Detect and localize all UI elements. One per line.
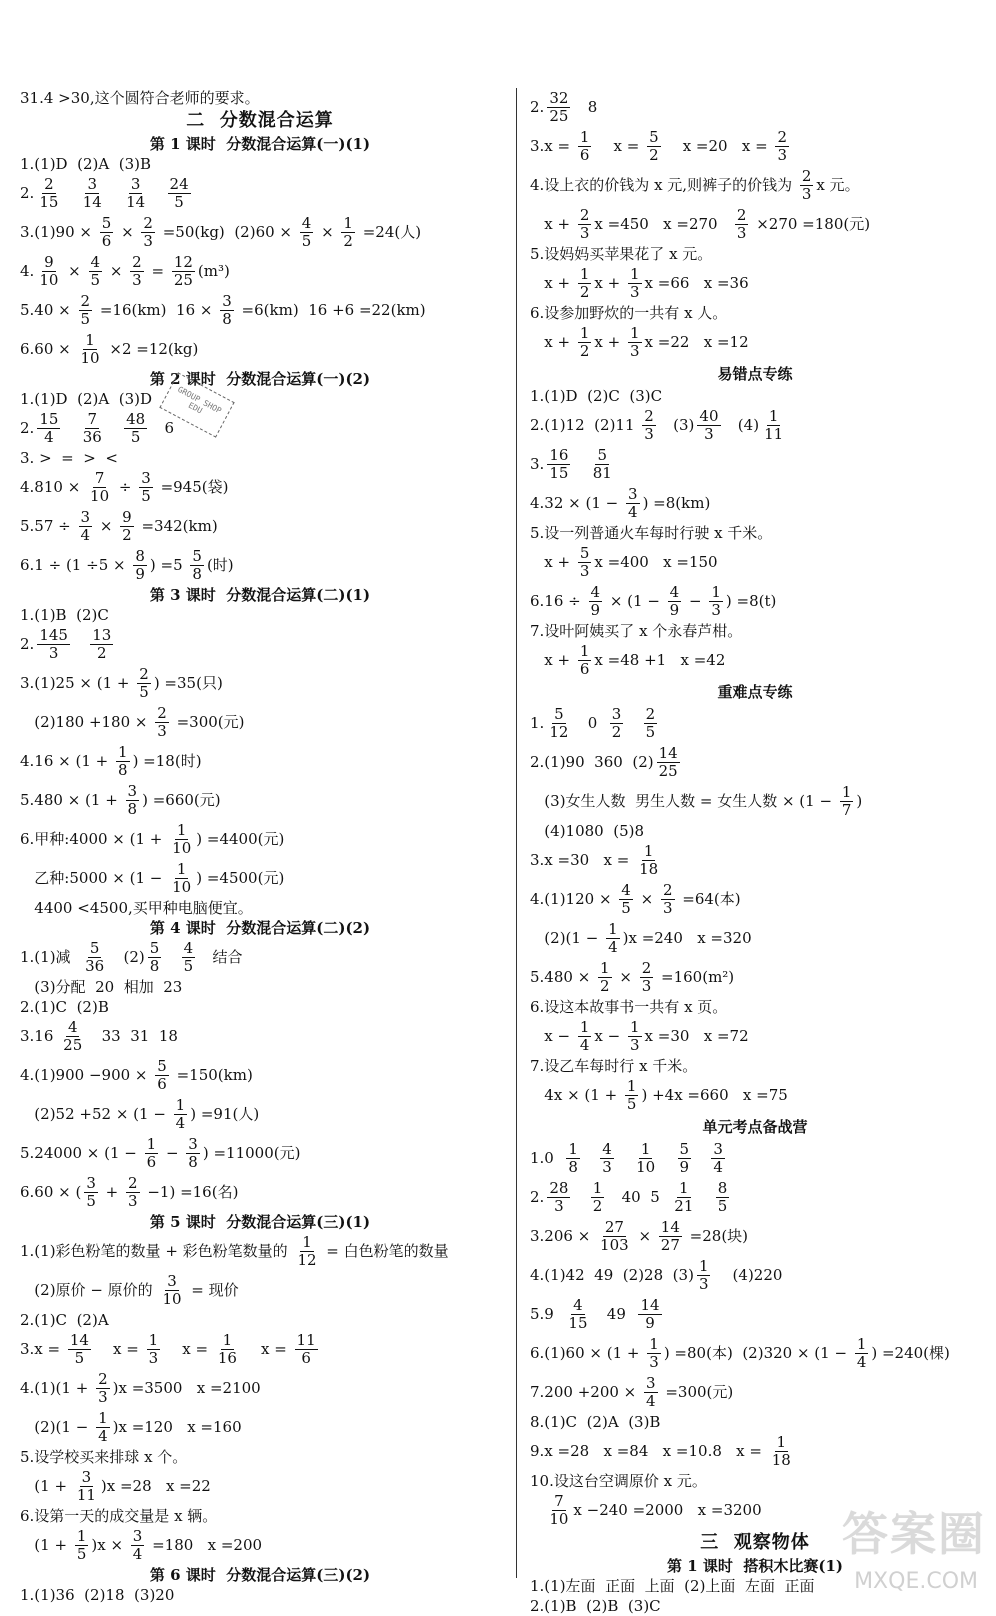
answer-line: 1.(1)B (2)C — [20, 605, 109, 624]
fraction: $\frac{3}{10}$ — [162, 1272, 182, 1308]
answer-line: 2. $\frac{32}{25}$ 8 — [530, 89, 598, 125]
fraction: $\frac{1}{6}$ — [146, 1135, 157, 1171]
fraction: $\frac{13}{2}$ — [92, 626, 112, 662]
answer-line: (3)女生人数 男生人数 = 女生人数 × (1 − $\frac{1}{7}$ ) — [530, 783, 863, 819]
answer-line: (2)180 +180 × $\frac{2}{3}$ =300(元) — [20, 704, 245, 740]
fraction: $\frac{4}{3}$ — [602, 1140, 612, 1176]
fraction: $\frac{2}{3}$ — [641, 959, 652, 995]
answer-line: (2)(1 − $\frac{1}{4}$ )x =240 x =320 — [530, 920, 752, 956]
fraction: $\frac{2}{3}$ — [801, 167, 812, 203]
answer-line: (3)分配 20 相加 23 — [20, 977, 183, 996]
lesson-heading: 第 3 课时 分数混合运算(二)(1) — [149, 585, 371, 604]
fraction: $\frac{14}{25}$ — [658, 744, 678, 780]
answer-line: 4.设上衣的价钱为 x 元,则裤子的价钱为 $\frac{2}{3}$ x 元。 — [530, 167, 860, 203]
answer-line: 4.32 × (1 − $\frac{3}{4}$ ) =8(km) — [530, 485, 711, 521]
fraction: $\frac{7}{36}$ — [82, 410, 102, 446]
answer-line: x + $\frac{1}{6}$ x =48 +1 x =42 — [530, 642, 726, 678]
answer-line: 2.(1)90 360 (2) $\frac{14}{25}$ — [530, 744, 678, 780]
fraction: $\frac{5}{81}$ — [592, 446, 612, 482]
fraction: $\frac{14}{27}$ — [660, 1218, 680, 1254]
answer-line: (2)原价 − 原价的 $\frac{3}{10}$ = 现价 — [20, 1272, 239, 1308]
fraction: $\frac{2}{3}$ — [662, 881, 673, 917]
fraction: $\frac{2}{5}$ — [645, 705, 656, 741]
fraction: $\frac{16}{15}$ — [549, 446, 569, 482]
fraction: $\frac{1}{6}$ — [579, 128, 590, 164]
fraction: $\frac{1}{8}$ — [118, 743, 128, 779]
fraction: $\frac{3}{4}$ — [132, 1527, 143, 1563]
answer-line: 2.(1)C (2)A — [20, 1310, 109, 1329]
answer-line: 5.9 $\frac{4}{15}$ 49 $\frac{14}{9}$ — [530, 1296, 660, 1332]
fraction: $\frac{1}{18}$ — [639, 842, 659, 878]
answer-line: x + $\frac{1}{2}$ x + $\frac{1}{3}$ x =66 x =36 — [530, 265, 749, 301]
answer-line: 3.16 $\frac{4}{25}$ 33 31 18 — [20, 1018, 178, 1054]
fraction: $\frac{1}{4}$ — [98, 1409, 108, 1445]
fraction: $\frac{3}{4}$ — [628, 485, 638, 521]
answer-line: 乙种:5000 × (1 − $\frac{1}{10}$ ) =4500(元) — [20, 860, 285, 896]
answer-line: 5.57 ÷ $\frac{3}{4}$ × $\frac{9}{2}$ =342(km) — [20, 508, 218, 544]
fraction: $\frac{14}{9}$ — [640, 1296, 660, 1332]
answer-line: 5.设学校买来排球 x 个。 — [20, 1447, 188, 1466]
fraction: $\frac{1}{2}$ — [579, 265, 590, 301]
fraction: $\frac{1}{4}$ — [608, 920, 618, 956]
fraction: $\frac{7}{10}$ — [549, 1492, 569, 1528]
fraction: $\frac{5}{2}$ — [649, 128, 659, 164]
fraction: $\frac{1}{10}$ — [172, 860, 192, 896]
answer-line: 4.16 × (1 + $\frac{1}{8}$ ) =18(时) — [20, 743, 202, 779]
answer-line: 6.1 ÷ (1 ÷5 × $\frac{8}{9}$ ) =5 $\frac{5}{8}$ (时) — [20, 547, 234, 583]
answer-line: 2.(1)12 (2)11 $\frac{2}{3}$ (3) $\frac{40}{3}$ (4) $\frac{1}{11}$ — [530, 407, 784, 443]
fraction: $\frac{1}{10}$ — [80, 331, 100, 367]
fraction: $\frac{5}{9}$ — [679, 1140, 690, 1176]
answer-line: 2.(1)C (2)B — [20, 997, 109, 1016]
fraction: $\frac{9}{2}$ — [122, 508, 132, 544]
answer-line: 1.(1)D (2)A (3)B — [20, 154, 152, 173]
lesson-heading: 第 1 课时 搭积木比赛(1) — [667, 1556, 843, 1575]
fraction: $\frac{4}{25}$ — [63, 1018, 83, 1054]
fraction: $\frac{1}{10}$ — [636, 1140, 656, 1176]
answer-line: $\frac{7}{10}$ x −240 =2000 x =3200 — [549, 1492, 762, 1528]
answer-line: 4400 <4500,买甲种电脑便宜。 — [20, 898, 253, 917]
answer-line: x + $\frac{5}{3}$ x =400 x =150 — [530, 544, 718, 580]
answer-line: 4.(1)120 × $\frac{4}{5}$ × $\frac{2}{3}$ =64(本) — [530, 881, 741, 917]
section-heading: 重难点专练 — [717, 682, 793, 701]
fraction: $\frac{2}{3}$ — [157, 704, 167, 740]
answer-line: 6.(1)60 × (1 + $\frac{1}{3}$ ) =80(本) (2)320 × (1 − $\frac{1}{4}$ ) =240(棵) — [530, 1335, 950, 1371]
answer-line: 7.200 +200 × $\frac{3}{4}$ =300(元) — [530, 1374, 734, 1410]
answer-line: 5.设一列普通火车每时行驶 x 千米。 — [530, 523, 773, 542]
fraction: $\frac{5}{6}$ — [157, 1057, 167, 1093]
fraction: $\frac{3}{4}$ — [80, 508, 91, 544]
fraction: $\frac{1}{7}$ — [841, 783, 852, 819]
fraction: $\frac{24}{5}$ — [169, 175, 189, 211]
answer-line: 1.(1)D (2)C (3)C — [530, 386, 663, 405]
answer-line: 3.x = $\frac{14}{5}$ x = $\frac{1}{3}$ x = $\frac{1}{16}$ x = $\frac{11}{6}$ — [20, 1331, 316, 1367]
fraction: $\frac{14}{5}$ — [69, 1331, 89, 1367]
answer-line: 6.60 × ( $\frac{3}{5}$ + $\frac{2}{3}$ −1) =16(名) — [20, 1174, 239, 1210]
fraction: $\frac{2}{5}$ — [80, 292, 91, 328]
fraction: $\frac{5}{8}$ — [149, 939, 160, 975]
answer-line: 3.(1)25 × (1 + $\frac{2}{5}$ ) =35(只) — [20, 665, 223, 701]
answer-line: 4.(1)900 −900 × $\frac{5}{6}$ =150(km) — [20, 1057, 253, 1093]
fraction: $\frac{1}{3}$ — [148, 1331, 159, 1367]
answer-line: 8.(1)C (2)A (3)B — [530, 1412, 661, 1431]
fraction: $\frac{3}{14}$ — [82, 175, 102, 211]
lesson-heading: 第 5 课时 分数混合运算(三)(1) — [149, 1212, 371, 1231]
fraction: $\frac{11}{6}$ — [296, 1331, 316, 1367]
answer-line: 3.(1)90 × $\frac{5}{6}$ × $\frac{2}{3}$ =50(kg) (2)60 × $\frac{4}{5}$ × $\frac{1}{2}$ =24(人) — [20, 214, 422, 250]
lesson-heading: 第 6 课时 分数混合运算(三)(2) — [149, 1565, 371, 1584]
fraction: $\frac{2}{3}$ — [579, 206, 590, 242]
answer-line: x − $\frac{1}{4}$ x − $\frac{1}{3}$ x =30 x =72 — [530, 1018, 749, 1054]
fraction: $\frac{1}{3}$ — [698, 1257, 709, 1293]
answer-line: x + $\frac{1}{2}$ x + $\frac{1}{3}$ x =22 x =12 — [530, 324, 749, 360]
fraction: $\frac{4}{15}$ — [568, 1296, 588, 1332]
answer-line: 2.(1)B (2)B (3)C — [530, 1596, 661, 1615]
lesson-heading: 第 2 课时 分数混合运算(一)(2) — [149, 369, 371, 388]
answer-line: 4. $\frac{9}{10}$ × $\frac{4}{5}$ × $\frac{2}{3}$ = $\frac{12}{25}$ (m³) — [20, 253, 230, 289]
fraction: $\frac{5}{6}$ — [101, 214, 112, 250]
fraction: $\frac{4}{5}$ — [621, 881, 631, 917]
left-column — [20, 88, 500, 1605]
answer-line: 2. $\frac{2}{15}$ $\frac{3}{14}$ $\frac{3}{14}$ $\frac{24}{5}$ — [20, 175, 189, 211]
answer-line: 31.4 >30,这个圆符合老师的要求。 — [20, 88, 260, 107]
watermark-site: MXQE.COM — [854, 1569, 978, 1594]
answer-line: 2. $\frac{15}{4}$ $\frac{7}{36}$ $\frac{48}{5}$ 6 — [20, 410, 175, 446]
answer-line: 1.0 $\frac{1}{8}$ $\frac{4}{3}$ $\frac{1}{10}$ $\frac{5}{9}$ $\frac{3}{4}$ — [530, 1140, 723, 1176]
fraction: $\frac{15}{4}$ — [39, 410, 59, 446]
fraction: $\frac{1}{3}$ — [630, 1018, 640, 1054]
answer-line: 3.x =30 x = $\frac{1}{18}$ — [530, 842, 659, 878]
answer-line: (2)52 +52 × (1 − $\frac{1}{4}$ ) =91(人) — [20, 1096, 260, 1132]
answer-line: 4x × (1 + $\frac{1}{5}$ ) +4x =660 x =75 — [530, 1077, 788, 1113]
fraction: $\frac{2}{3}$ — [132, 253, 142, 289]
unit-heading: 二 分数混合运算 — [186, 110, 334, 131]
fraction: $\frac{9}{10}$ — [39, 253, 59, 289]
fraction: $\frac{3}{11}$ — [76, 1468, 96, 1504]
answer-line: 10.设这台空调原价 x 元。 — [530, 1471, 707, 1490]
fraction: $\frac{1}{3}$ — [649, 1335, 659, 1371]
fraction: $\frac{2}{5}$ — [139, 665, 149, 701]
answer-line: (2)(1 − $\frac{1}{4}$ )x =120 x =160 — [20, 1409, 242, 1445]
fraction: $\frac{145}{3}$ — [39, 626, 68, 662]
fraction: $\frac{40}{3}$ — [699, 407, 719, 443]
fraction: $\frac{4}{5}$ — [301, 214, 312, 250]
answer-line: 6.设第一天的成交量是 x 辆。 — [20, 1506, 218, 1525]
answer-line: 5.480 × (1 + $\frac{3}{8}$ ) =660(元) — [20, 782, 221, 818]
fraction: $\frac{3}{8}$ — [127, 782, 138, 818]
answer-line: 3.206 × $\frac{27}{103}$ × $\frac{14}{27}$ =28(块) — [530, 1218, 749, 1254]
fraction: $\frac{27}{103}$ — [600, 1218, 629, 1254]
fraction: $\frac{3}{5}$ — [141, 469, 151, 505]
answer-line: 7.设乙车每时行 x 千米。 — [530, 1056, 698, 1075]
fraction: $\frac{1}{8}$ — [568, 1140, 578, 1176]
answer-line: 5.40 × $\frac{2}{5}$ =16(km) 16 × $\frac{3}{8}$ =6(km) 16 +6 =22(km) — [20, 292, 426, 328]
fraction: $\frac{8}{5}$ — [717, 1179, 728, 1215]
answer-line: 6.甲种:4000 × (1 + $\frac{1}{10}$ ) =4400(元) — [20, 821, 285, 857]
fraction: $\frac{1}{4}$ — [579, 1018, 590, 1054]
fraction: $\frac{4}{5}$ — [183, 939, 194, 975]
fraction: $\frac{1}{11}$ — [764, 407, 784, 443]
answer-line: 1. $\frac{5}{12}$ 0 $\frac{3}{2}$ $\frac{2}{5}$ — [530, 705, 656, 741]
fraction: $\frac{32}{25}$ — [549, 89, 569, 125]
answer-line: 5.24000 × (1 − $\frac{1}{6}$ − $\frac{3}{8}$ ) =11000(元) — [20, 1135, 301, 1171]
right-column — [530, 88, 980, 1616]
answer-line: 4.810 × $\frac{7}{10}$ ÷ $\frac{3}{5}$ =945(袋) — [20, 469, 229, 505]
fraction: $\frac{3}{4}$ — [713, 1140, 723, 1176]
answer-line: 3. > = > < — [20, 448, 118, 467]
fraction: $\frac{2}{3}$ — [644, 407, 654, 443]
fraction: $\frac{28}{3}$ — [549, 1179, 569, 1215]
lesson-heading: 第 4 课时 分数混合运算(二)(2) — [149, 918, 371, 937]
fraction: $\frac{3}{8}$ — [188, 1135, 198, 1171]
answer-line: 1.(1)36 (2)18 (3)20 — [20, 1585, 175, 1604]
answer-line: x + $\frac{2}{3}$ x =450 x =270 $\frac{2}{3}$ ×270 =180(元) — [530, 206, 871, 242]
fraction: $\frac{2}{3}$ — [143, 214, 153, 250]
answer-line: (1 + $\frac{1}{5}$ )x × $\frac{3}{4}$ =180 x =200 — [20, 1527, 263, 1563]
answer-line: 1.(1)左面 正面 上面 (2)上面 左面 正面 — [530, 1576, 815, 1595]
fraction: $\frac{2}{3}$ — [777, 128, 787, 164]
fraction: $\frac{1}{16}$ — [217, 1331, 237, 1367]
fraction: $\frac{1}{2}$ — [592, 1179, 603, 1215]
fraction: $\frac{1}{2}$ — [579, 324, 590, 360]
fraction: $\frac{4}{5}$ — [90, 253, 101, 289]
fraction: $\frac{8}{9}$ — [135, 547, 145, 583]
answer-line: 2. $\frac{28}{3}$ $\frac{1}{2}$ 40 5 $\frac{1}{21}$ $\frac{8}{5}$ — [530, 1179, 728, 1215]
answer-line: 6.设这本故事书一共有 x 页。 — [530, 997, 728, 1016]
fraction: $\frac{1}{6}$ — [579, 642, 590, 678]
answer-line: 1.(1)减 $\frac{5}{36}$ (2) $\frac{5}{8}$ $\frac{4}{5}$ 结合 — [20, 939, 243, 975]
faded-stamp: GROUP SHOP EDU — [159, 372, 234, 437]
section-heading: 易错点专练 — [717, 364, 793, 383]
fraction: $\frac{2}{15}$ — [39, 175, 59, 211]
fraction: $\frac{4}{9}$ — [590, 583, 601, 619]
fraction: $\frac{2}{3}$ — [98, 1370, 108, 1406]
fraction: $\frac{48}{5}$ — [126, 410, 146, 446]
fraction: $\frac{5}{3}$ — [579, 544, 590, 580]
fraction: $\frac{2}{3}$ — [128, 1174, 138, 1210]
answer-line: 6.设参加野炊的一共有 x 人。 — [530, 303, 728, 322]
fraction: $\frac{3}{8}$ — [222, 292, 232, 328]
answer-line: 3. $\frac{16}{15}$ $\frac{5}{81}$ — [530, 446, 612, 482]
fraction: $\frac{3}{2}$ — [611, 705, 622, 741]
fraction: $\frac{1}{4}$ — [175, 1096, 186, 1132]
fraction: $\frac{1}{10}$ — [172, 821, 192, 857]
answer-line: 2. $\frac{145}{3}$ $\frac{13}{2}$ — [20, 626, 112, 662]
answer-line: 4.(1)42 49 (2)28 (3) $\frac{1}{3}$ (4)220 — [530, 1257, 783, 1293]
fraction: $\frac{2}{3}$ — [736, 206, 747, 242]
fraction: $\frac{5}{8}$ — [192, 547, 202, 583]
answer-line: (1 + $\frac{3}{11}$ )x =28 x =22 — [20, 1468, 211, 1504]
fraction: $\frac{1}{21}$ — [674, 1179, 694, 1215]
fraction: $\frac{1}{12}$ — [297, 1233, 317, 1269]
column-divider — [516, 88, 517, 1578]
fraction: $\frac{7}{10}$ — [90, 469, 110, 505]
answer-line: 5.480 × $\frac{1}{2}$ × $\frac{2}{3}$ =160(m²) — [530, 959, 735, 995]
answer-line: 5.设妈妈买苹果花了 x 元。 — [530, 244, 713, 263]
answer-line: 1.(1)D (2)A (3)D — [20, 389, 153, 408]
answer-line: 6.16 ÷ $\frac{4}{9}$ × (1 − $\frac{4}{9}$ − $\frac{1}{3}$ ) =8(t) — [530, 583, 777, 619]
fraction: $\frac{1}{4}$ — [856, 1335, 867, 1371]
fraction: $\frac{12}{25}$ — [173, 253, 193, 289]
fraction: $\frac{1}{3}$ — [630, 324, 640, 360]
fraction: $\frac{1}{5}$ — [76, 1527, 87, 1563]
fraction: $\frac{1}{5}$ — [626, 1077, 637, 1113]
answer-line: 7.设叶阿姨买了 x 个永春芦柑。 — [530, 621, 743, 640]
answer-line: 1.(1)彩色粉笔的数量 + 彩色粉笔数量的 $\frac{1}{12}$ = 白色粉笔的数量 — [20, 1233, 449, 1269]
fraction: $\frac{1}{3}$ — [711, 583, 721, 619]
fraction: $\frac{3}{5}$ — [86, 1174, 96, 1210]
fraction: $\frac{5}{36}$ — [85, 939, 105, 975]
fraction: $\frac{1}{3}$ — [630, 265, 640, 301]
answer-line: 6.60 × $\frac{1}{10}$ ×2 =12(kg) — [20, 331, 199, 367]
fraction: $\frac{5}{12}$ — [549, 705, 569, 741]
fraction: $\frac{3}{14}$ — [126, 175, 146, 211]
fraction: $\frac{3}{4}$ — [646, 1374, 656, 1410]
fraction: $\frac{1}{18}$ — [771, 1433, 791, 1469]
watermark-logo: 答案圈 — [842, 1507, 986, 1561]
fraction: $\frac{1}{2}$ — [600, 959, 610, 995]
answer-line: 3.x = $\frac{1}{6}$ x = $\frac{5}{2}$ x =20 x = $\frac{2}{3}$ — [530, 128, 787, 164]
unit-heading: 三 观察物体 — [700, 1532, 810, 1553]
fraction: $\frac{1}{2}$ — [343, 214, 353, 250]
fraction: $\frac{4}{9}$ — [669, 583, 680, 619]
answer-line: (4)1080 (5)8 — [530, 821, 645, 840]
lesson-heading: 第 1 课时 分数混合运算(一)(1) — [149, 134, 371, 153]
answer-line: 9.x =28 x =84 x =10.8 x = $\frac{1}{18}$ — [530, 1433, 791, 1469]
answer-line: 4.(1)(1 + $\frac{2}{3}$ )x =3500 x =2100 — [20, 1370, 261, 1406]
section-heading: 单元考点备战营 — [702, 1117, 808, 1136]
